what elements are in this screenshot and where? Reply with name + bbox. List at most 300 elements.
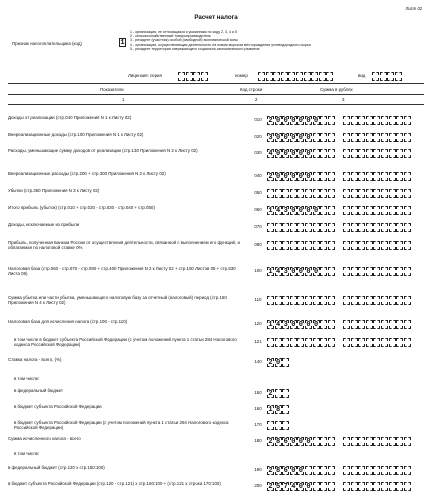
amount-cell[interactable] [282, 189, 289, 198]
amount-cell[interactable] [351, 338, 358, 347]
amount-cell[interactable]: 0 [291, 134, 296, 142]
amount-cell[interactable] [328, 338, 335, 347]
amount-cell[interactable] [396, 466, 403, 475]
amount-cell[interactable] [290, 338, 297, 347]
amount-cell[interactable] [343, 296, 350, 305]
amount-cell[interactable] [267, 421, 274, 430]
amount-cell[interactable] [373, 267, 380, 276]
amount-cell[interactable] [396, 223, 403, 232]
amount-cell[interactable]: 0 [298, 321, 303, 329]
amount-cell[interactable] [373, 223, 380, 232]
amount-cell[interactable] [275, 241, 282, 250]
amount-cell[interactable] [275, 223, 282, 232]
amount-cell[interactable] [404, 241, 411, 250]
amount-cell[interactable]: 0 [283, 134, 288, 142]
amount-cell[interactable]: 0 [306, 438, 311, 446]
amount-cell[interactable]: 1 [268, 268, 273, 276]
amount-cell[interactable] [328, 223, 335, 232]
amount-cell[interactable] [404, 437, 411, 446]
amount-cell[interactable] [389, 223, 396, 232]
amount-cell[interactable] [328, 482, 335, 491]
amount-cell[interactable] [366, 149, 373, 158]
amount-cell[interactable] [305, 338, 312, 347]
amount-cell[interactable]: 0 [275, 359, 281, 367]
amount-cell[interactable] [389, 133, 396, 142]
amount-cell[interactable] [381, 267, 388, 276]
amount-cell[interactable]: 6 [283, 438, 288, 446]
amount-cell[interactable] [404, 267, 411, 276]
amount-cell[interactable] [328, 241, 335, 250]
amount-cell[interactable] [351, 189, 358, 198]
amount-cell[interactable] [351, 437, 358, 446]
amount-cell[interactable] [320, 296, 327, 305]
amount-cell[interactable] [396, 296, 403, 305]
license-number-cell[interactable] [281, 72, 288, 81]
amount-cell[interactable] [381, 172, 388, 181]
amount-cell[interactable]: 0 [298, 483, 303, 491]
amount-cell[interactable]: 2 [268, 390, 273, 398]
amount-cell[interactable] [366, 172, 373, 181]
amount-cell[interactable]: 0 [275, 150, 281, 158]
amount-cell[interactable]: 0 [298, 268, 303, 276]
amount-cell[interactable] [343, 338, 350, 347]
amount-cell[interactable] [320, 482, 327, 491]
amount-cell[interactable] [404, 223, 411, 232]
amount-cell[interactable] [320, 223, 327, 232]
amount-cell[interactable]: 0 [306, 150, 311, 158]
amount-cell[interactable] [297, 189, 304, 198]
amount-cell[interactable]: 0 [298, 117, 303, 125]
amount-cell[interactable] [366, 189, 373, 198]
amount-cell[interactable]: 0 [306, 483, 311, 491]
amount-cell[interactable] [381, 206, 388, 215]
license-number-cell[interactable] [304, 72, 311, 81]
amount-cell[interactable] [396, 189, 403, 198]
amount-cell[interactable] [267, 338, 274, 347]
amount-cell[interactable] [313, 172, 320, 181]
amount-cell[interactable] [275, 338, 282, 347]
amount-cell[interactable]: 2 [268, 438, 273, 446]
amount-cell[interactable] [328, 267, 335, 276]
amount-cell[interactable] [373, 206, 380, 215]
amount-cell[interactable]: 0 [283, 117, 288, 125]
amount-cell[interactable] [366, 437, 373, 446]
amount-cell[interactable] [320, 172, 327, 181]
amount-cell[interactable] [328, 437, 335, 446]
amount-cell[interactable] [381, 116, 388, 125]
amount-cell[interactable] [297, 241, 304, 250]
amount-cell[interactable] [381, 466, 388, 475]
amount-cell[interactable] [404, 149, 411, 158]
license-type-cell[interactable] [387, 72, 394, 81]
amount-cell[interactable]: 2 [268, 467, 273, 475]
amount-cell[interactable]: 0 [313, 207, 319, 215]
amount-cell[interactable] [297, 338, 304, 347]
amount-cell[interactable]: 2 [268, 117, 273, 125]
amount-cell[interactable] [313, 149, 320, 158]
amount-cell[interactable] [320, 241, 327, 250]
amount-cell[interactable] [351, 172, 358, 181]
amount-cell[interactable]: 0 [306, 207, 311, 215]
amount-cell[interactable]: 0 [291, 268, 296, 276]
amount-cell[interactable]: 6 [283, 467, 288, 475]
amount-cell[interactable] [366, 241, 373, 250]
amount-cell[interactable] [313, 241, 320, 250]
amount-cell[interactable] [328, 320, 335, 329]
amount-cell[interactable]: 0 [298, 173, 303, 181]
amount-cell[interactable] [313, 338, 320, 347]
amount-cell[interactable]: 0 [306, 117, 311, 125]
amount-cell[interactable] [282, 223, 289, 232]
amount-cell[interactable]: 5 [275, 483, 281, 491]
amount-cell[interactable] [389, 437, 396, 446]
amount-cell[interactable] [389, 320, 396, 329]
amount-cell[interactable]: 0 [291, 173, 296, 181]
amount-cell[interactable] [358, 189, 365, 198]
amount-cell[interactable] [396, 437, 403, 446]
amount-cell[interactable]: 7 [283, 483, 288, 491]
amount-cell[interactable] [396, 267, 403, 276]
license-number-cell[interactable] [326, 72, 333, 81]
amount-cell[interactable]: 0 [291, 207, 296, 215]
amount-cell[interactable] [366, 320, 373, 329]
amount-cell[interactable] [358, 482, 365, 491]
amount-cell[interactable] [358, 466, 365, 475]
license-number-cell[interactable] [258, 72, 265, 81]
amount-cell[interactable] [389, 189, 396, 198]
amount-cell[interactable] [366, 267, 373, 276]
taxpayer-code-field[interactable]: 1 [120, 39, 125, 47]
amount-cell[interactable]: 0 [291, 150, 296, 158]
amount-cell[interactable] [366, 223, 373, 232]
amount-cell[interactable] [343, 482, 350, 491]
amount-cell[interactable] [389, 241, 396, 250]
amount-cell[interactable] [343, 267, 350, 276]
amount-cell[interactable] [366, 482, 373, 491]
amount-cell[interactable] [358, 437, 365, 446]
amount-cell[interactable]: 0 [306, 173, 311, 181]
amount-cell[interactable] [343, 116, 350, 125]
amount-cell[interactable] [282, 405, 289, 414]
amount-cell[interactable] [366, 296, 373, 305]
amount-cell[interactable]: 0 [298, 438, 303, 446]
amount-cell[interactable] [396, 133, 403, 142]
amount-cell[interactable] [373, 466, 380, 475]
amount-cell[interactable] [328, 189, 335, 198]
amount-cell[interactable] [381, 338, 388, 347]
amount-cell[interactable] [282, 389, 289, 398]
amount-cell[interactable] [313, 133, 320, 142]
amount-cell[interactable] [404, 482, 411, 491]
amount-cell[interactable] [328, 133, 335, 142]
amount-cell[interactable] [358, 267, 365, 276]
amount-cell[interactable] [351, 320, 358, 329]
amount-cell[interactable] [313, 437, 320, 446]
amount-cell[interactable] [373, 296, 380, 305]
license-number-cell[interactable] [311, 72, 318, 81]
amount-cell[interactable]: 3 [283, 207, 288, 215]
amount-cell[interactable] [373, 149, 380, 158]
amount-cell[interactable] [358, 149, 365, 158]
amount-cell[interactable] [320, 149, 327, 158]
amount-cell[interactable] [275, 389, 282, 398]
amount-cell[interactable] [267, 296, 274, 305]
amount-cell[interactable] [343, 206, 350, 215]
amount-cell[interactable] [282, 241, 289, 250]
amount-cell[interactable] [396, 206, 403, 215]
amount-cell[interactable] [305, 466, 312, 475]
amount-cell[interactable] [328, 206, 335, 215]
amount-cell[interactable] [313, 189, 320, 198]
license-number-cell[interactable] [273, 72, 280, 81]
amount-cell[interactable]: 0 [313, 268, 319, 276]
amount-cell[interactable] [381, 296, 388, 305]
amount-cell[interactable]: 0 [306, 321, 311, 329]
amount-cell[interactable] [275, 296, 282, 305]
amount-cell[interactable] [351, 241, 358, 250]
amount-cell[interactable] [305, 241, 312, 250]
amount-cell[interactable] [404, 338, 411, 347]
amount-cell[interactable] [328, 466, 335, 475]
amount-cell[interactable] [366, 466, 373, 475]
amount-cell[interactable] [404, 320, 411, 329]
amount-cell[interactable]: 3 [283, 321, 288, 329]
amount-cell[interactable] [389, 172, 396, 181]
amount-cell[interactable] [373, 116, 380, 125]
amount-cell[interactable]: 0 [283, 150, 288, 158]
amount-cell[interactable] [282, 421, 289, 430]
amount-cell[interactable]: 0 [313, 117, 319, 125]
amount-cell[interactable] [381, 482, 388, 491]
amount-cell[interactable] [282, 296, 289, 305]
amount-cell[interactable] [389, 296, 396, 305]
amount-cell[interactable] [404, 206, 411, 215]
amount-cell[interactable]: 0 [298, 207, 303, 215]
amount-cell[interactable] [343, 172, 350, 181]
amount-cell[interactable]: 0 [306, 268, 311, 276]
amount-cell[interactable] [389, 466, 396, 475]
amount-cell[interactable] [358, 296, 365, 305]
license-type-cell[interactable] [395, 72, 402, 81]
amount-cell[interactable]: 2 [268, 173, 273, 181]
amount-cell[interactable] [290, 241, 297, 250]
amount-cell[interactable] [373, 241, 380, 250]
amount-cell[interactable] [404, 189, 411, 198]
amount-cell[interactable] [396, 116, 403, 125]
amount-cell[interactable]: 3 [283, 268, 288, 276]
license-number-cell[interactable] [319, 72, 326, 81]
amount-cell[interactable]: 0 [275, 134, 281, 142]
amount-cell[interactable] [358, 241, 365, 250]
amount-cell[interactable] [351, 133, 358, 142]
amount-cell[interactable] [275, 189, 282, 198]
amount-cell[interactable] [282, 338, 289, 347]
amount-cell[interactable]: 0 [298, 150, 303, 158]
amount-cell[interactable] [343, 466, 350, 475]
amount-cell[interactable] [305, 189, 312, 198]
amount-cell[interactable] [351, 149, 358, 158]
amount-cell[interactable] [328, 296, 335, 305]
amount-cell[interactable] [366, 116, 373, 125]
amount-cell[interactable] [297, 223, 304, 232]
amount-cell[interactable] [381, 223, 388, 232]
amount-cell[interactable] [358, 116, 365, 125]
amount-cell[interactable] [373, 172, 380, 181]
amount-cell[interactable] [343, 437, 350, 446]
amount-cell[interactable] [396, 241, 403, 250]
amount-cell[interactable] [389, 267, 396, 276]
amount-cell[interactable]: 1 [268, 406, 273, 414]
amount-cell[interactable] [358, 320, 365, 329]
amount-cell[interactable] [351, 296, 358, 305]
amount-cell[interactable]: 4 [291, 483, 296, 491]
amount-cell[interactable] [389, 206, 396, 215]
amount-cell[interactable] [320, 466, 327, 475]
amount-cell[interactable]: 0 [275, 173, 281, 181]
amount-cell[interactable]: 0 [298, 134, 303, 142]
amount-cell[interactable] [396, 172, 403, 181]
amount-cell[interactable]: 2 [268, 359, 273, 367]
amount-cell[interactable] [313, 296, 320, 305]
amount-cell[interactable] [358, 133, 365, 142]
amount-cell[interactable] [313, 482, 320, 491]
amount-cell[interactable] [396, 149, 403, 158]
amount-cell[interactable] [358, 338, 365, 347]
amount-cell[interactable]: 1 [268, 207, 273, 215]
license-type-cell[interactable] [372, 72, 379, 81]
amount-cell[interactable] [373, 482, 380, 491]
amount-cell[interactable] [396, 338, 403, 347]
amount-cell[interactable] [343, 149, 350, 158]
amount-cell[interactable] [404, 296, 411, 305]
amount-cell[interactable]: 0 [313, 321, 319, 329]
amount-cell[interactable] [404, 116, 411, 125]
amount-cell[interactable] [267, 189, 274, 198]
amount-cell[interactable] [366, 338, 373, 347]
amount-cell[interactable]: 0 [275, 117, 281, 125]
amount-cell[interactable] [267, 223, 274, 232]
amount-cell[interactable] [351, 206, 358, 215]
amount-cell[interactable] [389, 338, 396, 347]
amount-cell[interactable] [366, 206, 373, 215]
amount-cell[interactable] [351, 223, 358, 232]
amount-cell[interactable] [351, 482, 358, 491]
amount-cell[interactable] [389, 149, 396, 158]
amount-cell[interactable] [381, 437, 388, 446]
amount-cell[interactable] [373, 320, 380, 329]
amount-cell[interactable] [320, 320, 327, 329]
amount-cell[interactable] [381, 133, 388, 142]
amount-cell[interactable] [320, 133, 327, 142]
amount-cell[interactable] [351, 466, 358, 475]
amount-cell[interactable] [320, 267, 327, 276]
amount-cell[interactable] [267, 241, 274, 250]
amount-cell[interactable] [389, 116, 396, 125]
license-type-cell[interactable] [380, 72, 387, 81]
amount-cell[interactable] [381, 189, 388, 198]
amount-cell[interactable] [313, 223, 320, 232]
amount-cell[interactable]: 0 [291, 117, 296, 125]
amount-cell[interactable] [320, 206, 327, 215]
amount-cell[interactable] [404, 466, 411, 475]
amount-cell[interactable] [290, 189, 297, 198]
amount-cell[interactable]: 2 [268, 483, 273, 491]
amount-cell[interactable]: 4 [275, 207, 281, 215]
amount-cell[interactable] [320, 338, 327, 347]
amount-cell[interactable] [381, 149, 388, 158]
amount-cell[interactable] [343, 223, 350, 232]
amount-cell[interactable] [358, 206, 365, 215]
amount-cell[interactable] [313, 466, 320, 475]
amount-cell[interactable]: 0 [306, 134, 311, 142]
amount-cell[interactable]: 0 [291, 321, 296, 329]
license-number-cell[interactable] [296, 72, 303, 81]
amount-cell[interactable]: 4 [275, 268, 281, 276]
amount-cell[interactable]: 8 [275, 406, 281, 414]
amount-cell[interactable] [404, 172, 411, 181]
amount-cell[interactable] [320, 437, 327, 446]
amount-cell[interactable] [389, 482, 396, 491]
amount-cell[interactable] [366, 133, 373, 142]
license-series-cell[interactable] [201, 72, 208, 81]
amount-cell[interactable]: 1 [268, 321, 273, 329]
amount-cell[interactable] [343, 320, 350, 329]
amount-cell[interactable] [320, 189, 327, 198]
license-series-cell[interactable] [178, 72, 185, 81]
amount-cell[interactable] [373, 189, 380, 198]
license-number-cell[interactable] [288, 72, 295, 81]
amount-cell[interactable] [358, 223, 365, 232]
amount-cell[interactable] [381, 320, 388, 329]
amount-cell[interactable] [358, 172, 365, 181]
amount-cell[interactable] [373, 437, 380, 446]
amount-cell[interactable]: 4 [268, 150, 273, 158]
amount-cell[interactable] [297, 296, 304, 305]
license-series-cell[interactable] [186, 72, 193, 81]
amount-cell[interactable]: 0 [291, 467, 296, 475]
amount-cell[interactable]: 0 [283, 173, 288, 181]
amount-cell[interactable] [305, 223, 312, 232]
amount-cell[interactable]: 4 [275, 321, 281, 329]
amount-cell[interactable] [328, 149, 335, 158]
amount-cell[interactable]: 3 [268, 134, 273, 142]
license-number-cell[interactable] [266, 72, 273, 81]
amount-cell[interactable]: 8 [275, 438, 281, 446]
amount-cell[interactable] [351, 267, 358, 276]
license-series-cell[interactable] [193, 72, 200, 81]
amount-cell[interactable] [328, 116, 335, 125]
amount-cell[interactable] [320, 116, 327, 125]
amount-cell[interactable] [343, 241, 350, 250]
amount-cell[interactable] [290, 296, 297, 305]
amount-cell[interactable] [328, 172, 335, 181]
amount-cell[interactable] [351, 116, 358, 125]
amount-cell[interactable] [373, 133, 380, 142]
amount-cell[interactable] [290, 223, 297, 232]
amount-cell[interactable] [305, 296, 312, 305]
amount-cell[interactable]: 0 [298, 467, 303, 475]
amount-cell[interactable] [275, 421, 282, 430]
amount-cell[interactable] [373, 338, 380, 347]
amount-cell[interactable] [396, 320, 403, 329]
amount-cell[interactable] [282, 358, 289, 367]
amount-cell[interactable] [343, 189, 350, 198]
amount-cell[interactable]: 0 [291, 438, 296, 446]
amount-cell[interactable] [404, 133, 411, 142]
amount-cell[interactable]: 8 [275, 467, 281, 475]
amount-cell[interactable] [343, 133, 350, 142]
amount-cell[interactable] [381, 241, 388, 250]
